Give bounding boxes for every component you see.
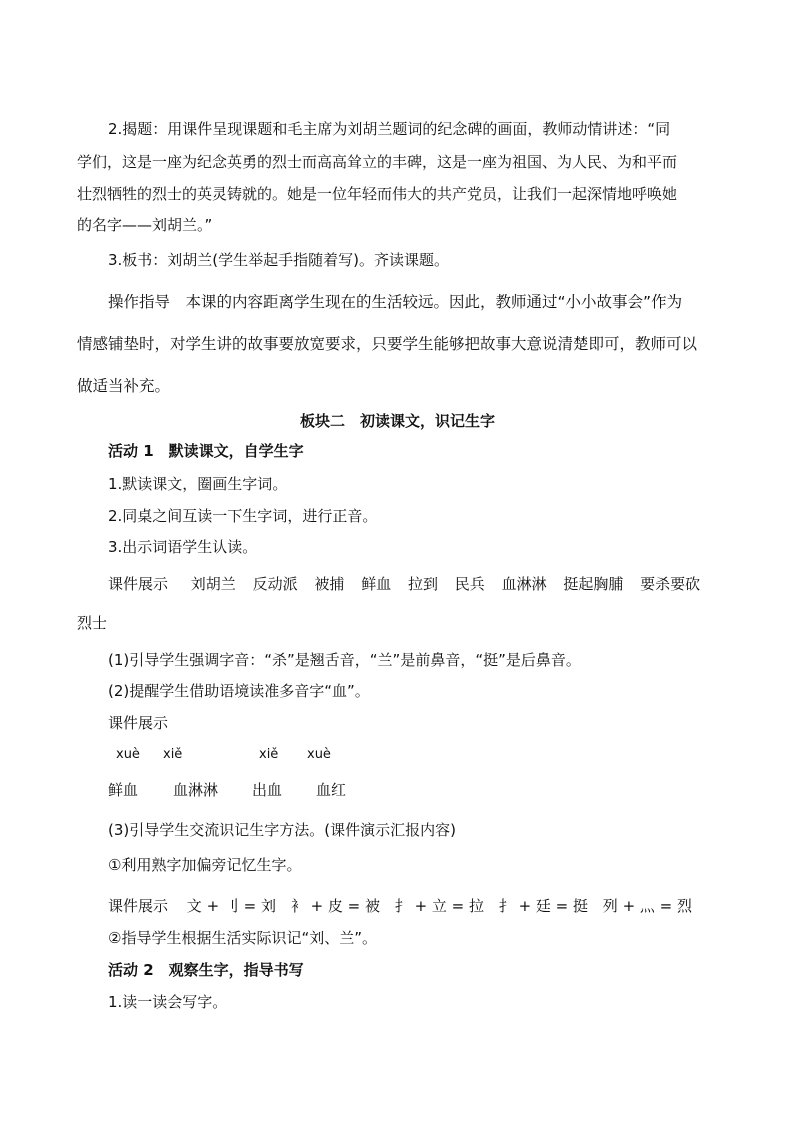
word: 反动派 <box>252 575 298 593</box>
activity-heading: 活动 1 默读课文，自学生字 <box>108 442 304 460</box>
formula: 扌 + 廷 = 挺 <box>498 897 589 915</box>
method-line: ②指导学生根据生活实际识记“刘、兰”。 <box>108 929 377 947</box>
formula: 衤 + 皮 = 被 <box>290 897 381 915</box>
list-item: 1.读一读会写字。 <box>108 993 228 1011</box>
word: 烈士 <box>77 614 108 632</box>
word: 刘胡兰 <box>190 575 236 593</box>
guide-line: 做适当补充。 <box>77 377 171 395</box>
activity-heading: 活动 2 观察生字，指导书写 <box>108 961 304 979</box>
word-list <box>108 577 700 592</box>
word: 挺起胸脯 <box>563 575 624 593</box>
method-line: ①利用熟字加偏旁记忆生字。 <box>108 856 302 874</box>
step-line: (2)提醒学生借助语境读准多音字“血”。 <box>108 682 370 700</box>
formula-row <box>108 899 692 914</box>
word: 要杀要砍 <box>640 575 701 593</box>
guide-line: 情感铺垫时，对学生讲的故事要放宽要求，只要学生能够把故事大意说清楚即可，教师可以 <box>77 335 698 353</box>
list-item: 1.默读课文，圈画生字词。 <box>108 475 288 493</box>
guide-line: 操作指导 本课的内容距离学生现在的生活较远。因此，教师通过“小小故事会”作为 <box>108 293 683 311</box>
paragraph-line: 的名字——刘胡兰。” <box>77 216 213 234</box>
show-label: 课件展示 <box>108 897 169 915</box>
pinyin: xiě <box>259 747 279 762</box>
section-title: 板块二 初读课文，识记生字 <box>300 412 496 430</box>
paragraph-line: 2.揭题：用课件呈现课题和毛主席为刘胡兰题词的纪念碑的画面，教师动情讲述：“同 <box>108 120 671 138</box>
word: 血淋淋 <box>173 781 219 799</box>
word: 出血 <box>252 781 283 799</box>
formula: 列 + 灬 = 烈 <box>602 897 693 915</box>
word: 被捕 <box>314 575 345 593</box>
word: 血淋淋 <box>501 575 547 593</box>
show-label: 课件展示 <box>108 714 169 732</box>
pinyin: xiě <box>163 747 183 762</box>
pinyin: xuè <box>307 747 331 762</box>
paragraph-line: 3.板书：刘胡兰(学生举起手指随着写)。齐读课题。 <box>108 251 450 269</box>
word: 鲜血 <box>361 575 392 593</box>
formula: 扌 + 立 = 拉 <box>394 897 485 915</box>
step-line: (3)引导学生交流识记生字方法。(课件演示汇报内容) <box>108 821 456 839</box>
pinyin: xuè <box>116 747 140 762</box>
word: 血红 <box>316 781 347 799</box>
word: 鲜血 <box>108 781 139 799</box>
word: 民兵 <box>454 575 485 593</box>
paragraph-line: 壮烈牺牲的烈士的英灵铸就的。她是一位年轻而伟大的共产党员，让我们一起深情地呼唤她 <box>77 185 678 203</box>
list-item: 3.出示词语学生认读。 <box>108 538 258 556</box>
paragraph-line: 学们，这是一座为纪念英勇的烈士而高高耸立的丰碑，这是一座为祖国、为人民、为和平而 <box>77 153 678 171</box>
formula: 文 + 刂 = 刘 <box>186 897 277 915</box>
step-line: (1)引导学生强调字音：“杀”是翘舌音，“兰”是前鼻音，“挺”是后鼻音。 <box>108 651 581 669</box>
word: 拉到 <box>407 575 438 593</box>
list-item: 2.同桌之间互读一下生字词，进行正音。 <box>108 507 378 525</box>
show-label: 课件展示 <box>108 575 169 593</box>
